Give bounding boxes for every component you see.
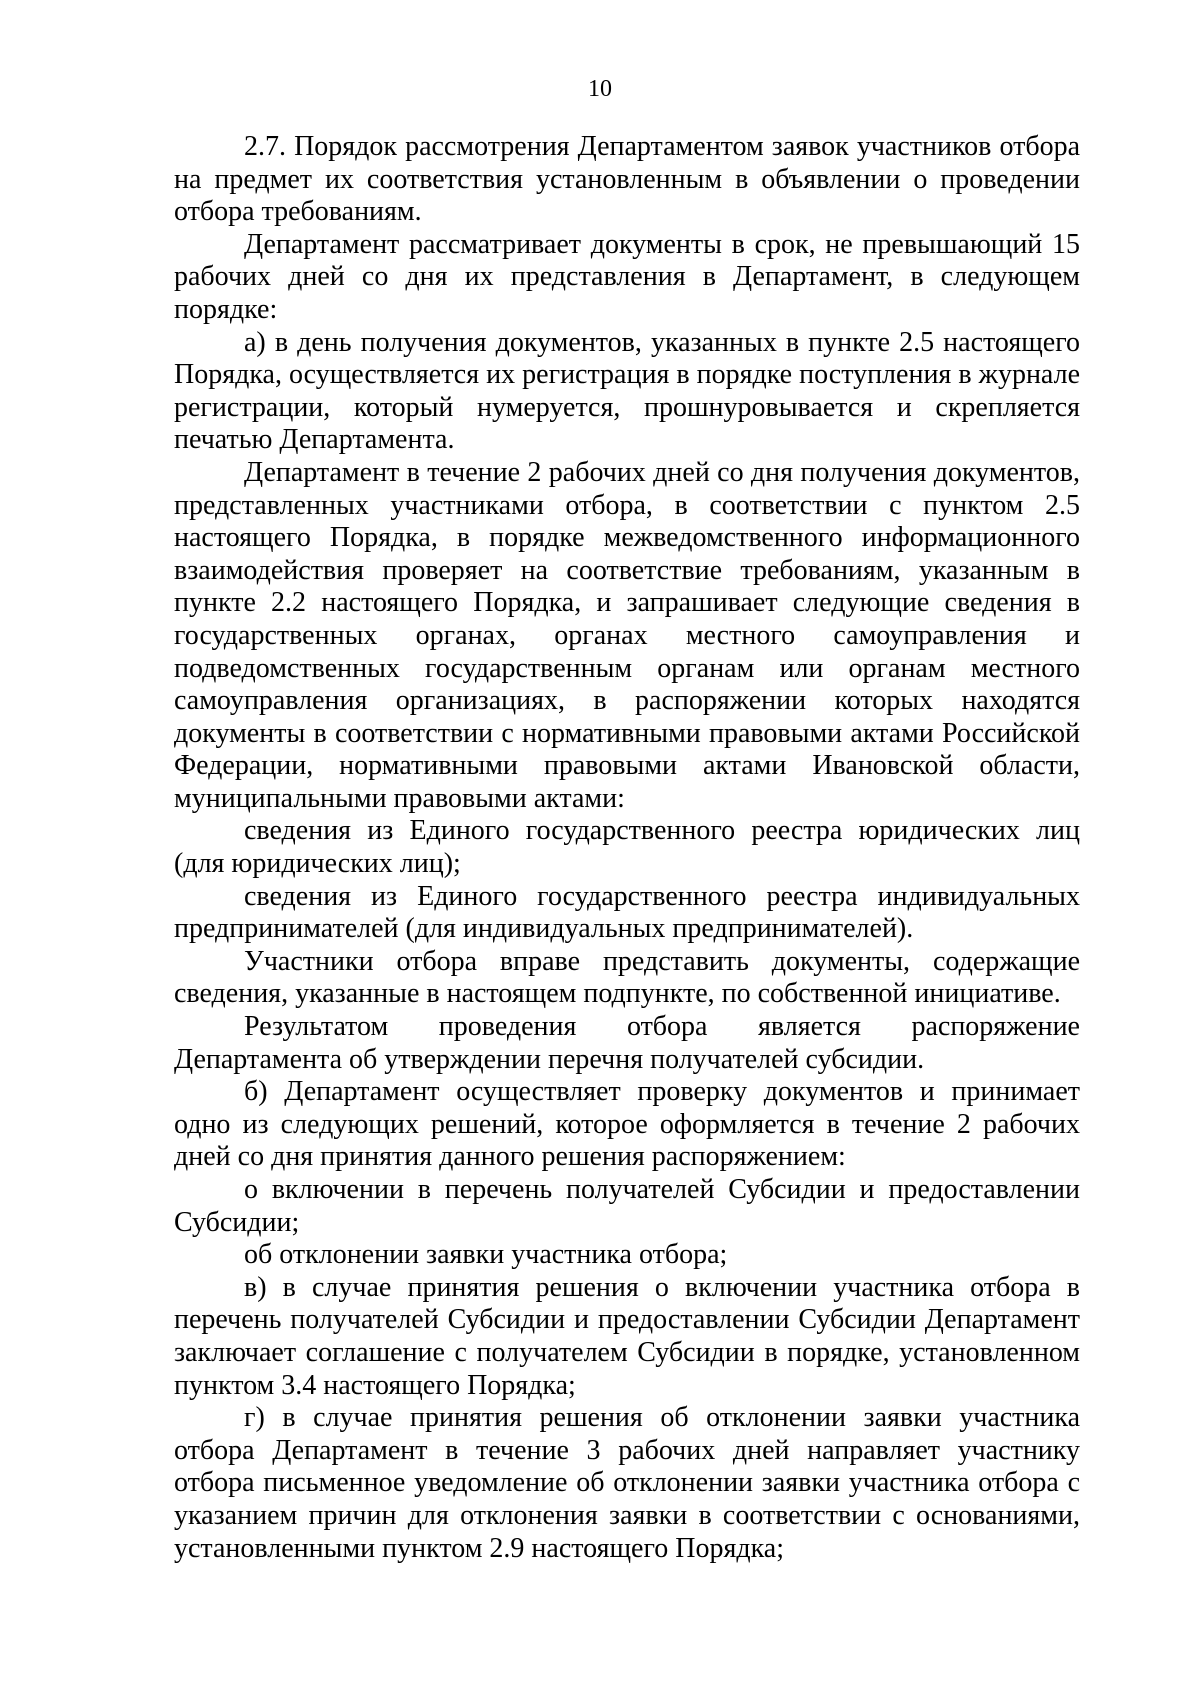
document-body (174, 131, 1080, 1565)
paragraph-review-term: Департамент рассматривает документы в срок, не превышающий 15 рабочих дней со дня их представления в Департамент, в следующем порядке: (174, 228, 1080, 325)
paragraph-2-7-heading: 2.7. Порядок рассмотрения Департаментом заявок участников отбора на предмет их соответствия установленным в объявлении о проведении отбора требованиям. (174, 131, 1080, 228)
paragraph-selection-result: Результатом проведения отбора является распоряжение Департамента об утверждении перечня получателей субсидии. (174, 1011, 1080, 1075)
paragraph-interagency-check: Департамент в течение 2 рабочих дней со дня получения документов, представленных участниками отбора, в соответствии с пунктом 2.5 настоящего Порядка, в порядке межведомственного информационного взаимодействия проверяет на соответствие требованиям, указанным в пункте 2.2 настоящего Порядка, и запрашивает следующие сведения в государственных органах, органах местного самоуправления и подведомственных государственным органам или органам местного самоуправления организациях, в распоряжении которых находятся документы в соответствии с нормативными правовыми актами Российской Федерации, нормативными правовыми актами Ивановской области, муниципальными правовыми актами: (174, 456, 1080, 814)
paragraph-decision-include: о включении в перечень получателей Субсидии и предоставлении Субсидии; (174, 1174, 1080, 1238)
page-number: 10 (588, 76, 612, 102)
paragraph-item-g: г) в случае принятия решения об отклонении заявки участника отбора Департамент в течение 3 рабочих дней направляет участнику отбора письменное уведомление об отклонении заявки участника отбора с указанием причин для отклонения заявки в соответствии с основаниями, установленными пунктом 2.9 настоящего Порядка; (174, 1402, 1080, 1564)
paragraph-item-b: б) Департамент осуществляет проверку документов и принимает одно из следующих решений, которое оформляется в течение 2 рабочих дней со дня принятия данного решения распоряжением: (174, 1076, 1080, 1173)
paragraph-egrip: сведения из Единого государственного реестра индивидуальных предпринимателей (для индивидуальных предпринимателей). (174, 880, 1080, 945)
paragraph-own-initiative: Участники отбора вправе представить документы, содержащие сведения, указанные в настоящем подпункте, по собственной инициативе. (174, 945, 1080, 1010)
paragraph-item-a: а) в день получения документов, указанных в пункте 2.5 настоящего Порядка, осуществляется их регистрация в порядке поступления в журнале регистрации, который нумеруется, прошнуровывается и скрепляется печатью Департамента. (174, 326, 1080, 456)
paragraph-decision-reject: об отклонении заявки участника отбора; (244, 1239, 728, 1271)
paragraph-egrul: сведения из Единого государственного реестра юридических лиц (для юридических лиц); (174, 815, 1080, 880)
paragraph-item-v: в) в случае принятия решения о включении участника отбора в перечень получателей Субсидии и предоставлении Субсидии Департамент заключает соглашение с получателем Субсидии в порядке, установленном пунктом 3.4 настоящего Порядка; (174, 1271, 1080, 1401)
